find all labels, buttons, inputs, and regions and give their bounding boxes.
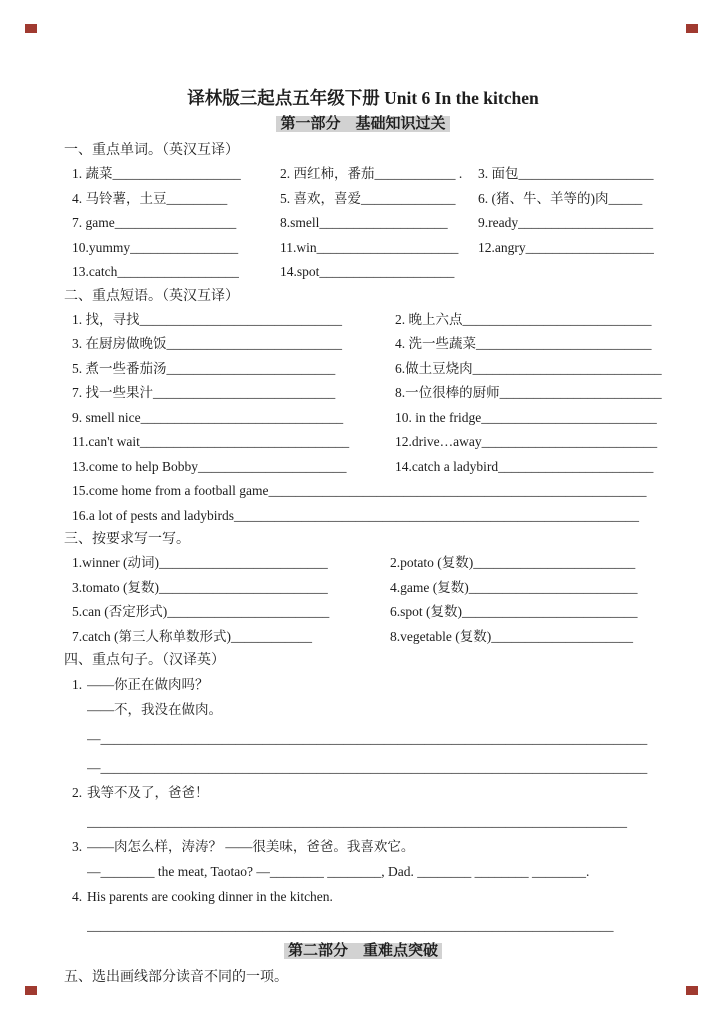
exercise-item [272, 211, 470, 236]
answer-rule-line: —_________________________________________________________________________________ [87, 731, 648, 746]
answer-blank: ________________ [130, 239, 239, 255]
answer-blank: _______________________ [498, 458, 654, 474]
item-prompt: 13.come to help Bobby [72, 458, 198, 474]
exercise-item [272, 236, 470, 261]
answer-blank: ______________________ [197, 458, 347, 474]
item-prompt: 14.catch a ladybird [395, 458, 499, 474]
answer-blank: __________________ [114, 215, 237, 230]
answer-blank: ____________________________ [462, 311, 652, 327]
exercise-item [64, 479, 662, 504]
exercise-item [64, 357, 387, 382]
item-prompt: 5. 喜欢，喜爱 [280, 190, 361, 206]
sentence-line: —________ the meat, Taotao? —________ ________, Dad. ________ ________ ________. [87, 864, 590, 879]
item-prompt: 10. in the fridge [395, 409, 482, 425]
answer-blank: _________ [166, 190, 228, 206]
exercise-item [387, 308, 662, 333]
item-prompt: 16.a lot of pests and ladybirds [72, 507, 234, 523]
section4-sentence-list [64, 672, 662, 938]
exercise-item [64, 576, 382, 601]
exercise-item [64, 381, 387, 406]
sentence-line: ——肉怎么样，涛涛？ ——很美味，爸爸。我喜欢它。 [87, 839, 415, 854]
exercise-item [387, 406, 662, 431]
exercise-item [64, 260, 272, 285]
item-prompt: 8.smell [280, 215, 320, 230]
exercise-item [64, 551, 382, 576]
answer-blank: _____ [608, 190, 643, 206]
item-prompt: 8.一位很棒的厨师 [395, 385, 500, 400]
answer-blank: ________________________ [499, 385, 662, 400]
item-prompt: 5.can (否定形式) [72, 604, 168, 619]
item-prompt: 6.spot (复数) [390, 604, 462, 619]
item-prompt: 4. 洗一些蔬菜 [395, 336, 476, 351]
answer-blank: _________________________ [159, 579, 328, 595]
part2-header [64, 940, 662, 962]
item-prompt: 1.winner (动词) [72, 555, 159, 570]
corner-registration-mark [25, 986, 37, 995]
answer-blank: ____________________ [518, 215, 654, 230]
sentence-item-body [87, 780, 662, 834]
answer-blank: _____________________ [491, 628, 633, 644]
item-prompt: 3.tomato (复数) [72, 579, 159, 595]
answer-blank: __________________________ [166, 336, 342, 351]
item-prompt: 15.come home from a football game [72, 483, 269, 498]
answer-blank: ____________________ [518, 166, 654, 181]
part1-header [64, 113, 662, 135]
answer-blank: _________________________ [166, 360, 336, 376]
item-prompt: 2.potato (复数) [390, 555, 474, 570]
item-prompt: 5. 煮一些番茄汤 [72, 360, 167, 376]
section1-word-list [64, 162, 662, 285]
answer-blank: __________________________ [481, 409, 657, 425]
exercise-item [470, 211, 662, 236]
section5-heading: 五、选出画线部分读音不同的一项。 [64, 970, 288, 985]
exercise-item [382, 600, 662, 625]
part2-header-label: 第二部分 重难点突破 [284, 943, 442, 959]
answer-rule-line: —_________________________________________________________________________________ [87, 760, 648, 775]
item-prompt: 2. 西红柿，番茄 [280, 166, 375, 181]
answer-rule-line: ______________________________________________________________________________ [87, 918, 614, 933]
item-prompt: 6. (猪、牛、羊等的)肉 [478, 190, 609, 206]
item-prompt: 12.drive…away [395, 434, 482, 449]
exercise-item [64, 187, 272, 212]
answer-blank: ___________________ [525, 239, 654, 255]
item-prompt: 11.can't wait [72, 434, 140, 449]
answer-blank: ____________ [230, 628, 312, 644]
exercise-item [64, 600, 382, 625]
corner-registration-mark [686, 986, 698, 995]
answer-blank: ____________________________ [472, 360, 662, 376]
exercise-item [64, 430, 387, 455]
sentence-line: ——你正在做肉吗？ [87, 677, 209, 692]
exercise-item [64, 211, 272, 236]
sentence-item-body [87, 884, 662, 938]
item-prompt: 1. 蔬菜 [72, 166, 113, 181]
item-prompt: 11.win [280, 239, 317, 255]
exercise-item [64, 504, 662, 529]
exercise-item [64, 162, 272, 187]
exercise-item [64, 308, 387, 333]
corner-registration-mark [686, 24, 698, 33]
item-prompt: 3. 面包 [478, 166, 519, 181]
part1-header-label: 第一部分 基础知识过关 [276, 116, 449, 132]
item-prompt: 9.ready [478, 215, 519, 230]
section1-heading: 一、重点单词。（英汉互译） [64, 143, 239, 158]
exercise-item [470, 162, 662, 187]
answer-blank: ______________________________ [139, 311, 342, 327]
sentence-line: 我等不及了，爸爸！ [87, 785, 209, 800]
answer-blank: ____________ . [374, 166, 463, 181]
doc-title: 译林版三起点五年级下册 Unit 6 In the kitchen [187, 88, 539, 108]
section2-phrase-list [64, 308, 662, 529]
item-prompt: 9. smell nice [72, 409, 141, 425]
exercise-item [470, 187, 662, 212]
exercise-item [272, 260, 470, 285]
exercise-item [387, 381, 662, 406]
sentence-item [64, 884, 662, 938]
item-prompt: 7. 找一些果汁 [72, 385, 153, 400]
exercise-item [64, 625, 382, 650]
exercise-item [470, 236, 662, 261]
answer-blank: ___________________________ [153, 385, 336, 400]
answer-rule-line: ________________________________________________________________________________ [87, 814, 627, 829]
item-prompt: 10.yummy [72, 239, 131, 255]
answer-blank: ___________________ [112, 166, 241, 181]
exercise-item [64, 455, 387, 480]
item-prompt: 6.做土豆烧肉 [395, 360, 473, 376]
answer-blank: ______________ [361, 190, 456, 206]
sentence-line: His parents are cooking dinner in the kitchen. [87, 889, 333, 904]
sentence-item-body [87, 672, 662, 780]
answer-blank: __________________________ [481, 434, 658, 449]
answer-blank: _________________________ [468, 579, 638, 595]
item-prompt: 7.catch (第三人称单数形式) [72, 628, 231, 644]
section4-heading: 四、重点句子。（汉译英） [64, 653, 225, 668]
exercise-item [382, 576, 662, 601]
section3-transform-list [64, 551, 662, 649]
exercise-item [64, 406, 387, 431]
item-prompt: 2. 晚上六点 [395, 311, 463, 327]
item-number: 4. [72, 889, 83, 904]
item-prompt: 12.angry [478, 239, 526, 255]
item-number: 1. [72, 677, 83, 692]
answer-blank: __________________________ [462, 604, 638, 619]
section2-heading: 二、重点短语。（英汉互译） [64, 288, 239, 304]
item-prompt: 8.vegetable (复数) [390, 628, 492, 644]
section3-heading: 三、按要求写一写。 [64, 532, 190, 547]
exercise-item [387, 357, 662, 382]
answer-blank: _____________________ [316, 239, 459, 255]
item-prompt: 3. 在厨房做晚饭 [72, 336, 167, 351]
item-number: 2. [72, 785, 83, 800]
item-number: 3. [72, 839, 83, 854]
answer-blank: ____________________________________________________________ [233, 507, 639, 523]
exercise-item [382, 551, 662, 576]
item-prompt: 4.game (复数) [390, 579, 469, 595]
exercise-item [64, 332, 387, 357]
answer-blank: __________________ [117, 264, 239, 279]
answer-blank: __________________________ [476, 336, 652, 351]
sentence-item [64, 672, 662, 780]
answer-blank: ________________________________________________________ [268, 483, 647, 498]
answer-blank: ______________________________ [140, 409, 344, 425]
exercise-item [382, 625, 662, 650]
item-prompt: 4. 马铃薯，土豆 [72, 190, 167, 206]
item-prompt: 1. 找，寻找 [72, 311, 140, 327]
sentence-item-body [87, 834, 662, 884]
item-prompt: 7. game [72, 215, 115, 230]
sentence-line: ——不，我没在做肉。 [87, 702, 222, 717]
answer-blank: ___________________ [319, 215, 448, 230]
exercise-item [272, 187, 470, 212]
exercise-item [387, 455, 662, 480]
answer-blank: _______________________________ [139, 434, 350, 449]
item-prompt: 14.spot [280, 264, 320, 279]
exercise-item [387, 430, 662, 455]
exercise-item [64, 236, 272, 261]
answer-blank: ____________________ [319, 264, 455, 279]
exercise-item [387, 332, 662, 357]
answer-blank: _________________________ [158, 555, 328, 570]
corner-registration-mark [25, 24, 37, 33]
answer-blank: ________________________ [473, 555, 636, 570]
sentence-item [64, 834, 662, 884]
exercise-item [272, 162, 470, 187]
sentence-item [64, 780, 662, 834]
answer-blank: ________________________ [167, 604, 330, 619]
item-prompt: 13.catch [72, 264, 118, 279]
